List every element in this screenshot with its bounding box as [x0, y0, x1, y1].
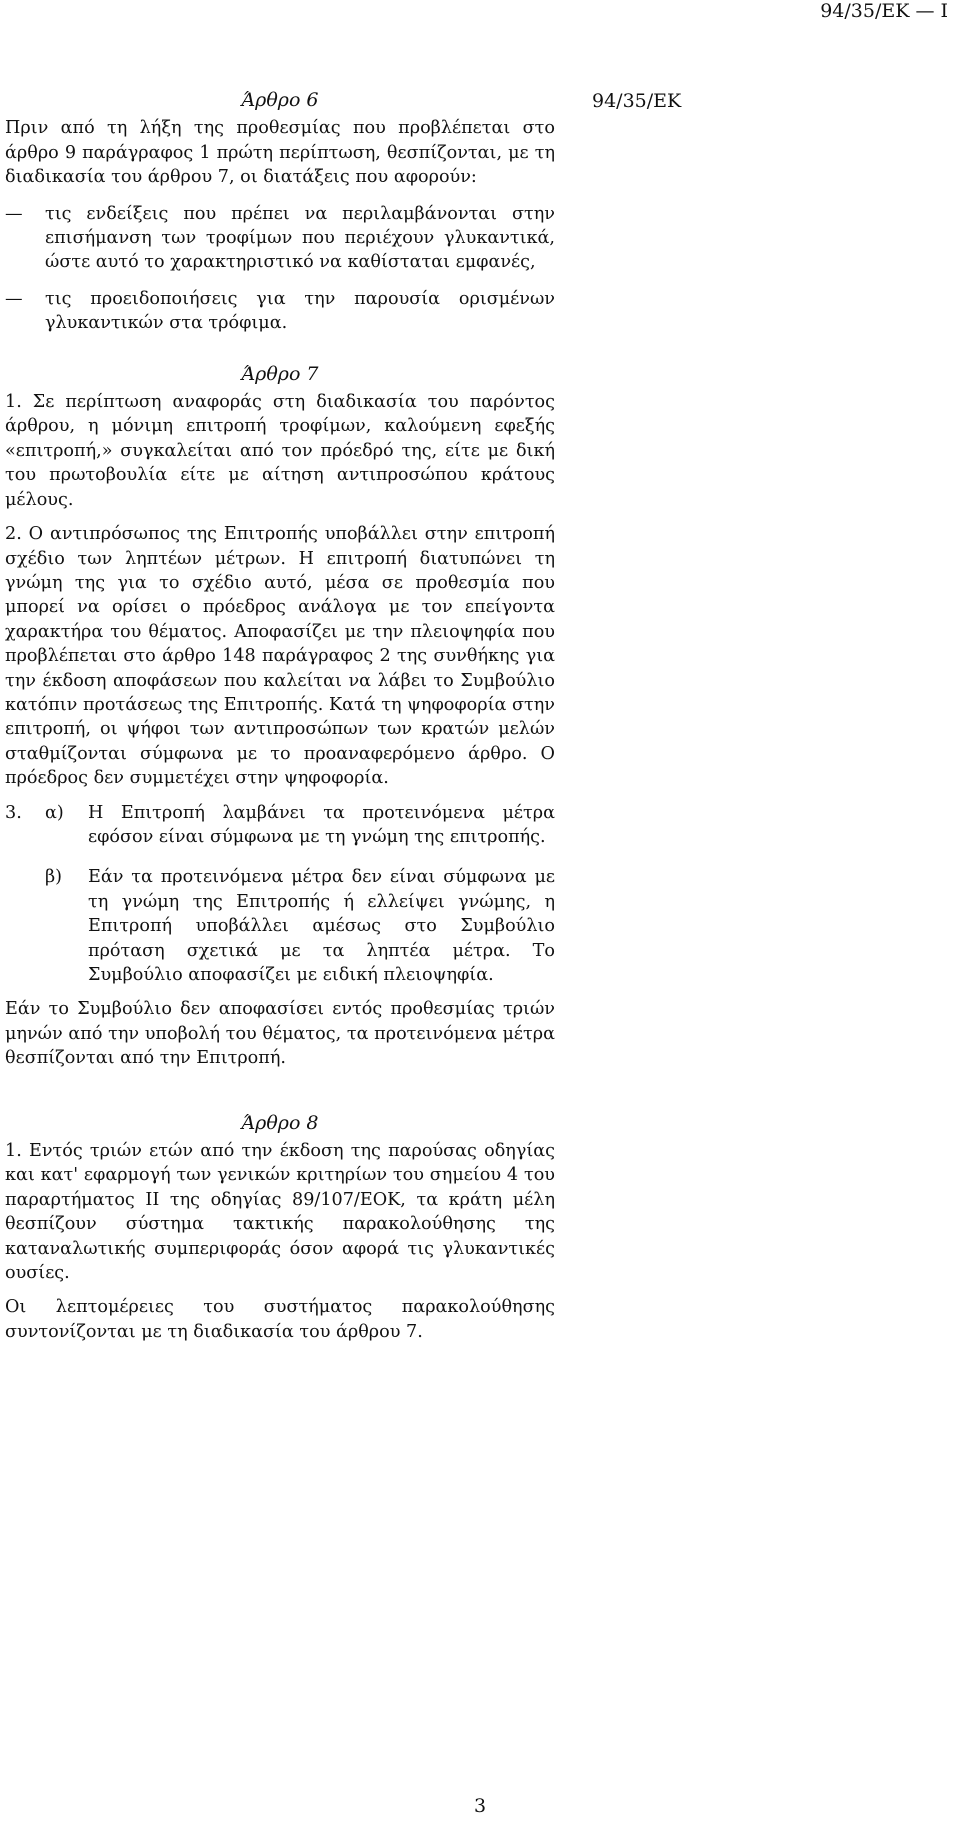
dash-bullet: —	[5, 203, 23, 224]
main-text-column	[5, 88, 555, 1344]
list-item-text: τις ενδείξεις που πρέπει να περιλαμβάνονται στην επισήμανση των τροφίμων που περιέχουν γλυκαντικά, ώστε αυτό το χαρακτηριστικό να καθίσταται εμφανές,	[45, 203, 555, 273]
article-8-title: Άρθρο 8	[241, 1111, 319, 1134]
article-8-paragraph-1: 1. Εντός τριών ετών από την έκδοση της παρούσας οδηγίας και κατ' εφαρμογή των γενικών κριτηρίων του σημείου 4 του παραρτήματος II της οδηγίας 89/107/ΕΟΚ, τα κράτη μέλη θεσπίζουν σύστημα τακτικής παρακολούθησης της καταναλωτικής συμπεριφοράς όσον αφορά τις γλυκαντικές ουσίες.	[5, 1141, 555, 1284]
article-8-paragraph-2: Οι λεπτομέρειες του συστήματος παρακολούθησης συντονίζονται με τη διαδικασία του άρθρου 7.	[5, 1297, 555, 1342]
article-7	[5, 362, 555, 1071]
article-6	[5, 88, 555, 336]
article-7-paragraph-1: 1. Σε περίπτωση αναφοράς στη διαδικασία του παρόντος άρθρου, η μόνιμη επιτροπή τροφίμων, καλούμενη εφεξής «επιτροπή,» συγκαλείται από τον πρόεδρό της, είτε με δική του πρωτοβουλία είτε με αίτηση αντιπροσώπου κράτους μέλους.	[5, 392, 555, 510]
article-6-list-item	[5, 202, 555, 275]
sub-item-letter: β)	[45, 867, 63, 888]
article-6-intro: Πριν από τη λήξη της προθεσμίας που προβλέπεται στο άρθρο 9 παράγραφος 1 πρώτη περίπτωση, θεσπίζονται, με τη διαδικασία του άρθρου 7, οι διατάξεις που αφορούν:	[5, 118, 555, 188]
article-7-paragraph-2: 2. Ο αντιπρόσωπος της Επιτροπής υποβάλλει στην επιτροπή σχέδιο των ληπτέων μέτρων. Η επιτροπή διατυπώνει τη γνώμη της για το σχέδιο αυτό, μέσα σε προθεσμία που μπορεί να ορίσει ο πρόεδρος ανάλογα με τον επείγοντα χαρακτήρα του θέματος. Αποφασίζει με την πλειοψηφία που προβλέπεται στο άρθρο 148 παράγραφος 2 της συνθήκης για την έκδοση αποφάσεων που καλείται να λάβει το Συμβούλιο κατόπιν προτάσεως της Επιτροπής. Κατά τη ψηφοφορία στην επιτροπή, οι ψήφοι των αντιπροσώπων των κρατών μελών σταθμίζονται σύμφωνα με το προαναφερόμενο άρθρο. Ο πρόεδρος δεν συμμετέχει στην ψηφοφορία.	[5, 524, 555, 789]
document-reference-header: 94/35/ΕΚ — I	[820, 0, 948, 22]
page-number: 3	[473, 1795, 487, 1817]
article-7-paragraph-3a	[5, 801, 555, 850]
article-7-paragraph-3b	[5, 865, 555, 987]
article-6-title: Άρθρο 6	[241, 89, 319, 111]
article-8	[5, 1111, 555, 1345]
list-item-text: τις προειδοποιήσεις για την παρουσία ορισμένων γλυκαντικών στα τρόφιμα.	[45, 288, 555, 334]
article-7-title: Άρθρο 7	[241, 362, 319, 385]
paragraph-number: 3.	[5, 802, 22, 823]
sub-item-text: Εάν τα προτεινόμενα μέτρα δεν είναι σύμφωνα με τη γνώμη της Επιτροπής ή ελλείψει γνώμης, η Επιτροπή υποβάλλει αμέσως στο Συμβούλιο πρόταση σχετικά με τα ληπτέα μέτρα. Το Συμβούλιο αποφασίζει με ειδική πλειοψηφία.	[88, 867, 555, 985]
sub-item-text: Η Επιτροπή λαμβάνει τα προτεινόμενα μέτρα εφόσον είναι σύμφωνα με τη γνώμη της επιτροπής.	[88, 802, 555, 847]
column-reference-label: 94/35/ΕΚ	[592, 90, 682, 112]
dash-bullet: —	[5, 288, 23, 309]
article-6-list-item	[5, 287, 555, 336]
article-7-paragraph-4: Εάν το Συμβούλιο δεν αποφασίσει εντός προθεσμίας τριών μηνών από την υποβολή του θέματος, τα προτεινόμενα μέτρα θεσπίζονται από την Επιτροπή.	[5, 999, 555, 1069]
sub-item-letter: α)	[45, 802, 64, 823]
